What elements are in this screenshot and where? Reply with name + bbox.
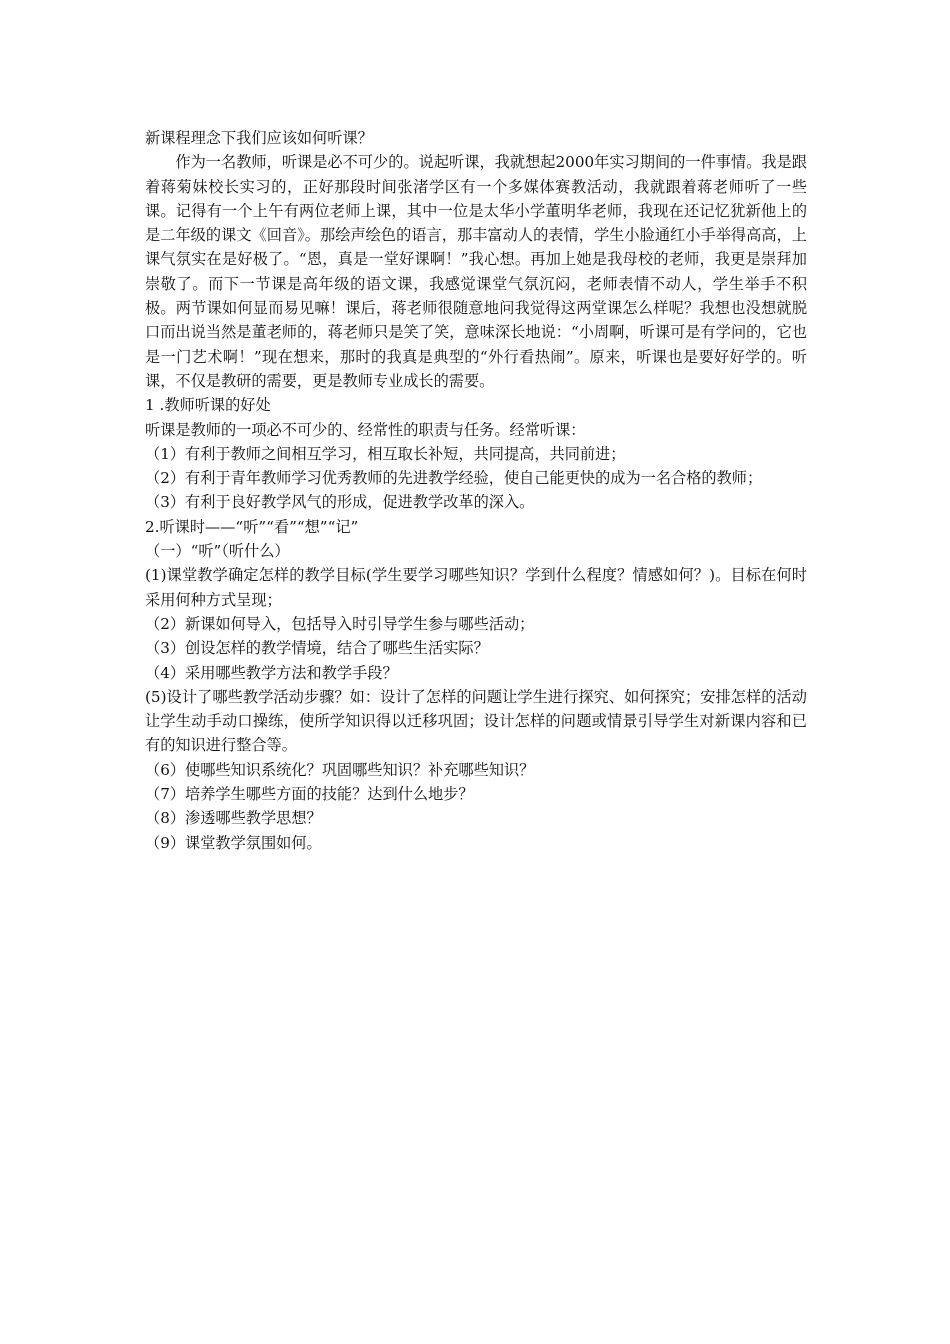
- list-item: (5)设计了哪些教学活动步骤？如：设计了怎样的问题让学生进行探究、如何探究；安排怎样的活动让学生动手动口操练，使所学知识得以迁移巩固；设计怎样的问题或情景引导学生对新课内容和已有的知识进行整合等。: [145, 687, 807, 755]
- list-item: （2）新课如何导入，包括导入时引导学生参与哪些活动；: [145, 614, 535, 633]
- list-item: （8）渗透哪些教学思想？: [145, 809, 322, 828]
- list-item: （3）有利于良好教学风气的形成，促进教学改革的深入。: [145, 493, 535, 512]
- list-item: （6）使哪些知识系统化？巩固哪些知识？补充哪些知识？: [145, 760, 535, 779]
- list-item: （2）有利于青年教师学习优秀教师的先进教学经验，使自己能更快的成为一名合格的教师；: [145, 469, 763, 488]
- document-title: 新课程理念下我们应该如何听课？: [145, 129, 373, 147]
- list-item: （9）课堂教学氛围如何。: [145, 833, 322, 852]
- intro-paragraph: 作为一名教师，听课是必不可少的。说起听课，我就想起2000年实习期间的一件事情。我是跟着蒋菊妹校长实习的，正好那段时间张渚学区有一个多媒体赛教活动，我就跟着蒋老师听了一些课。记得有一个上午有两位老师上课，其中一位是太华小学董明华老师，我现在还记忆犹新他上的是二年级的课文《回音》。那绘声绘色的语言，那丰富动人的表情，学生小脸通红小手举得高高，上课气氛实在是好极了。“恩，真是一堂好课啊！”我心想。再加上她是我母校的老师，我更是崇拜加崇敬了。而下一节课是高年级的语文课，我感觉课堂气氛沉闷，老师表情不动人，学生举手不积极。两节课如何显而易见嘛！课后，蒋老师很随意地问我觉得这两堂课怎么样呢？我想也没想就脱口而出说当然是董老师的，蒋老师只是笑了笑，意味深长地说：“小周啊，听课可是有学问的，它也是一门艺术啊！”现在想来，那时的我真是典型的“外行看热闹”。原来，听课也是要好好学的。听课，不仅是教研的需要，更是教师专业成长的需要。: [145, 153, 807, 390]
- section-2-subheading: （一）“听”（听什么）: [145, 542, 290, 561]
- section-1-lead: 听课是教师的一项必不可少的、经常性的职责与任务。经常听课：: [145, 420, 586, 439]
- section-2-heading: 2.听课时——“听”“看”“想”“记”: [145, 517, 359, 536]
- list-item: （3）创设怎样的教学情境，结合了哪些生活实际？: [145, 639, 489, 658]
- list-item: （1）有利于教师之间相互学习，相互取长补短，共同提高，共同前进；: [145, 444, 626, 463]
- list-item: （4）采用哪些教学方法和教学手段？: [145, 663, 398, 682]
- list-item: （7）培养学生哪些方面的技能？达到什么地步？: [145, 785, 474, 804]
- list-item: (1)课堂教学确定怎样的教学目标(学生要学习哪些知识？学到什么程度？情感如何？)。目标在何时采用何种方式呈现；: [145, 566, 807, 609]
- document-body: [145, 126, 807, 855]
- section-1-heading: 1 .教师听课的好处: [145, 396, 271, 415]
